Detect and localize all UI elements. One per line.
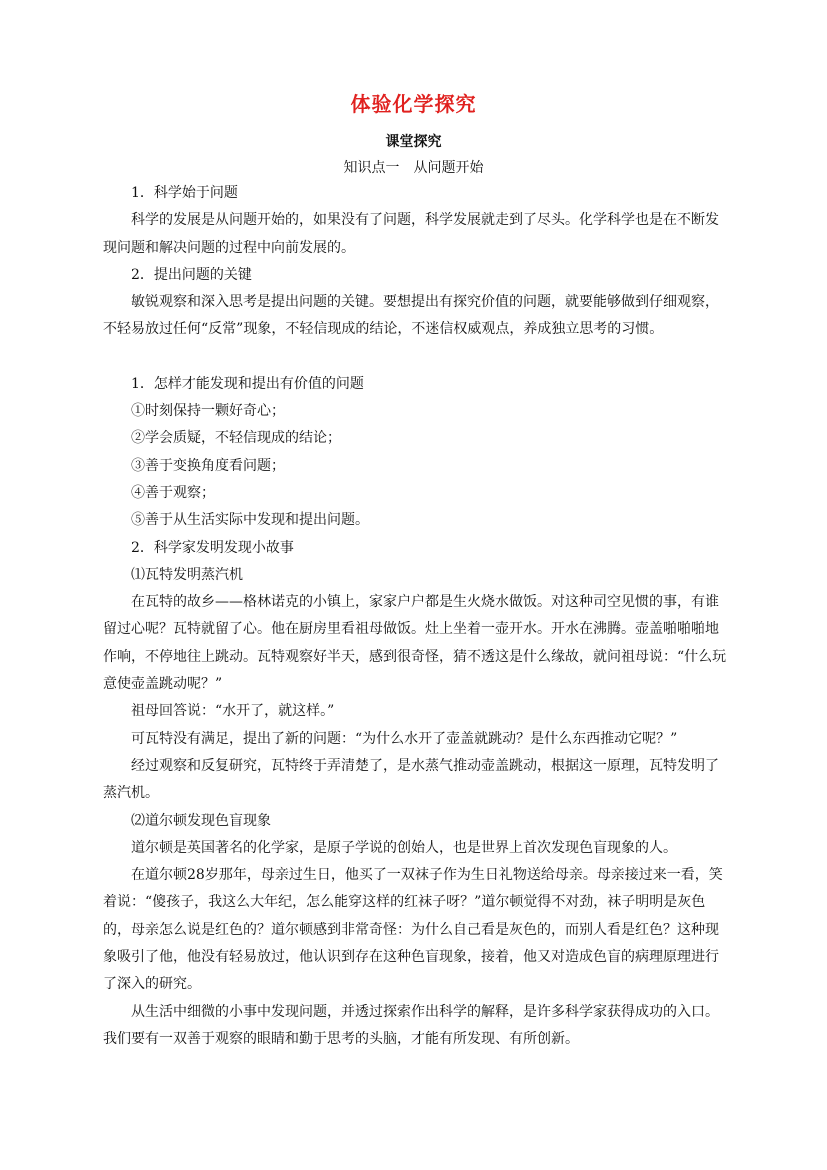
list-item-daily-life: ⑤善于从生活实际中发现和提出问题。 [131, 512, 369, 529]
paragraph-grandmother-answer: 祖母回答说：“水开了，就这样。” [131, 703, 335, 720]
list-item-question-conclusions: ②学会质疑，不轻信现成的结论； [131, 430, 341, 447]
paragraph-dalton-story: 在道尔顿28岁那年，母亲过生日，他买了一双袜子作为生日礼物送给母亲。母亲接过来一看，笑着说：“傻孩子，我这么大年纪，怎么能穿这样的红袜子呀？”道尔顿觉得不对劲，袜子明明是灰色的，母亲怎么说是红色的？道尔顿感到非常奇怪：为什么自己看是灰色的，而别人看是红色？这种现象吸引了他，他没有轻易放过，他认识到存在这种色盲现象，接着，他又对造成色盲的病理原理进行了深入的研究。 [103, 867, 723, 993]
paragraph-watt-invention: 经过观察和反复研究，瓦特终于弄清楚了，是水蒸气推动壶盖跳动，根据这一原理，瓦特发明了蒸汽机。 [103, 757, 719, 802]
subsection-heading: 知识点一 从问题开始 [343, 160, 484, 176]
heading-how-to-find-questions: 1．怎样才能发现和提出有价值的问题 [131, 375, 364, 392]
paragraph-dalton-intro: 道尔顿是英国著名的化学家，是原子学说的创始人，也是世界上首次发现色盲现象的人。 [131, 839, 677, 856]
heading-science-starts-with-questions: 1．科学始于问题 [131, 185, 238, 201]
list-item-curiosity: ①时刻保持一颗好奇心； [131, 403, 285, 420]
document-title: 体验化学探究 [350, 92, 477, 116]
section-heading: 课堂探究 [385, 134, 442, 150]
paragraph-conclusion: 从生活中细微的小事中发现问题，并透过探索作出科学的解释，是许多科学家获得成功的入口。我们要有一双善于观察的眼睛和勤于思考的头脑，才能有所发现、有所创新。 [103, 1003, 719, 1047]
heading-scientist-stories: 2．科学家发明发现小故事 [131, 539, 294, 556]
story-heading-dalton: ⑵道尔顿发现色盲现象 [131, 812, 271, 829]
heading-key-to-questions: 2．提出问题的关键 [131, 266, 252, 283]
document-body [103, 180, 728, 1053]
list-item-change-angles: ③善于变换角度看问题； [131, 457, 285, 474]
paragraph-watt-new-question: 可瓦特没有满足，提出了新的问题：“为什么水开了壶盖就跳动？是什么东西推动它呢？” [131, 730, 678, 747]
story-heading-watt: ⑴瓦特发明蒸汽机 [131, 566, 243, 583]
list-item-observe: ④善于观察； [131, 484, 215, 501]
paragraph-observation-thinking: 敏锐观察和深入思考是提出问题的关键。要想提出有探究价值的问题，就要能够做到仔细观察，不轻易放过任何“反常”现象，不轻信现成的结论，不迷信权威观点，养成独立思考的习惯。 [103, 294, 719, 338]
paragraph-science-development: 科学的发展是从问题开始的，如果没有了问题，科学发展就走到了尽头。化学科学也是在不断发现问题和解决问题的过程中向前发展的。 [103, 212, 719, 256]
paragraph-watt-story: 在瓦特的故乡——格林诺克的小镇上，家家户户都是生火烧水做饭。对这种司空见惯的事，有谁留过心呢？瓦特就留了心。他在厨房里看祖母做饭。灶上坐着一壶开水。开水在沸腾。壶盖啪啪啪地作响，不停地往上跳动。瓦特观察好半天，感到很奇怪，猜不透这是什么缘故，就问祖母说：“什么玩意使壶盖跳动呢？” [103, 594, 727, 693]
spacer [103, 344, 728, 371]
